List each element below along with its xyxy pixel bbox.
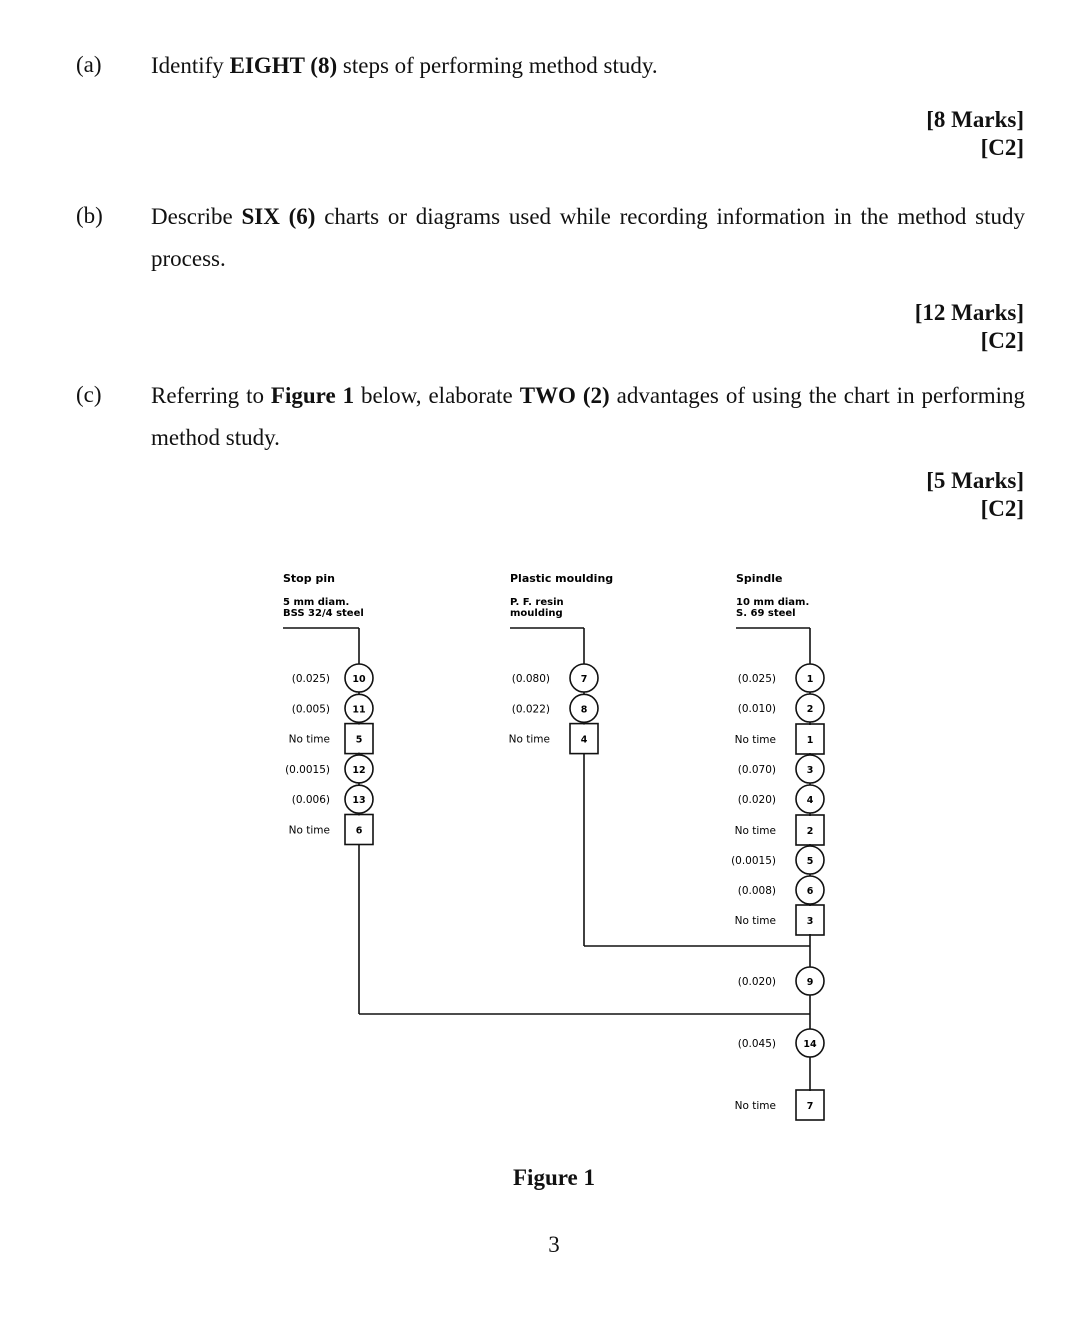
step-time-label: (0.0015) bbox=[731, 855, 776, 867]
step-number: 12 bbox=[352, 764, 366, 776]
question-c-marks-value: [5 Marks] bbox=[926, 468, 1024, 493]
question-c-emphasis-count: TWO (2) bbox=[519, 383, 610, 408]
step-time-label: No time bbox=[734, 734, 776, 746]
step-number: 6 bbox=[806, 886, 814, 897]
step-number: 1 bbox=[806, 735, 814, 746]
question-a-level: [C2] bbox=[980, 135, 1024, 160]
step-number: 14 bbox=[803, 1039, 817, 1050]
question-b-text-post: charts or diagrams used while recording information in the method study process. bbox=[151, 204, 1025, 271]
step-number: 2 bbox=[806, 826, 814, 837]
step-time-label: (0.006) bbox=[291, 794, 330, 807]
column-spec-line1: P. F. resin bbox=[510, 597, 564, 608]
question-b-emphasis: SIX (6) bbox=[241, 204, 316, 229]
column-spec-line1: 10 mm diam. bbox=[736, 597, 810, 608]
step-time-label: No time bbox=[734, 1100, 776, 1112]
step-time-label: No time bbox=[734, 915, 776, 927]
step-number: 10 bbox=[352, 674, 366, 685]
step-time-label: (0.025) bbox=[291, 673, 330, 685]
page-number: 3 bbox=[548, 1232, 560, 1257]
question-a-emphasis: EIGHT (8) bbox=[229, 53, 338, 78]
column-title: Plastic moulding bbox=[510, 572, 614, 585]
question-c-emphasis-figure: Figure 1 bbox=[270, 383, 355, 408]
step-number: 13 bbox=[352, 795, 366, 807]
step-time-label: No time bbox=[288, 824, 330, 837]
step-number: 3 bbox=[806, 765, 814, 776]
step-time-label: (0.020) bbox=[737, 794, 776, 806]
step-number: 7 bbox=[806, 1101, 814, 1112]
step-time-label: (0.010) bbox=[737, 703, 776, 715]
question-b-marks-value: [12 Marks] bbox=[914, 300, 1024, 325]
question-a-text-post: steps of performing method study. bbox=[337, 53, 658, 78]
column-title: Spindle bbox=[736, 572, 783, 585]
step-number: 11 bbox=[352, 704, 366, 716]
question-a-label: (a) bbox=[76, 52, 102, 77]
step-time-label: No time bbox=[734, 825, 776, 837]
step-number: 4 bbox=[580, 734, 588, 746]
question-c-level: [C2] bbox=[980, 496, 1024, 521]
step-time-label: (0.080) bbox=[511, 673, 550, 685]
step-time-label: (0.0015) bbox=[285, 763, 330, 776]
step-number: 5 bbox=[355, 734, 363, 746]
question-b-label: (b) bbox=[76, 203, 103, 228]
step-number: 7 bbox=[580, 674, 588, 685]
column-title: Stop pin bbox=[283, 572, 335, 585]
question-c-text-mid: below, elaborate bbox=[354, 383, 520, 408]
step-number: 2 bbox=[806, 704, 814, 715]
step-time-label: (0.025) bbox=[737, 673, 776, 685]
column-spec-line1: 5 mm diam. bbox=[283, 597, 350, 608]
step-number: 1 bbox=[806, 674, 814, 685]
figure-caption: Figure 1 bbox=[513, 1165, 595, 1190]
step-number: 6 bbox=[355, 825, 363, 837]
question-a-marks-value: [8 Marks] bbox=[926, 107, 1024, 132]
column-spec-line2: S. 69 steel bbox=[736, 608, 796, 619]
question-a-text-pre: Identify bbox=[151, 53, 230, 78]
step-time-label: (0.045) bbox=[737, 1038, 776, 1050]
step-number: 3 bbox=[806, 916, 814, 927]
step-time-label: (0.005) bbox=[291, 703, 330, 716]
question-c-text-pre: Referring to bbox=[151, 383, 271, 408]
column-spec-line2: moulding bbox=[510, 608, 563, 619]
step-time-label: (0.020) bbox=[737, 976, 776, 988]
question-b-text-pre: Describe bbox=[151, 204, 242, 229]
question-c-label: (c) bbox=[76, 382, 102, 407]
step-time-label: No time bbox=[288, 733, 330, 746]
step-number: 9 bbox=[806, 977, 814, 988]
step-number: 8 bbox=[580, 704, 588, 716]
step-number: 4 bbox=[806, 795, 814, 806]
step-time-label: No time bbox=[508, 733, 550, 746]
column-spec-line2: BSS 32/4 steel bbox=[283, 608, 364, 619]
step-number: 5 bbox=[806, 856, 814, 867]
step-time-label: (0.022) bbox=[511, 703, 550, 716]
question-c-text-post: advantages of using the chart in performing method study. bbox=[151, 383, 1025, 450]
question-b-level: [C2] bbox=[980, 328, 1024, 353]
step-time-label: (0.070) bbox=[737, 764, 776, 776]
step-time-label: (0.008) bbox=[737, 885, 776, 897]
